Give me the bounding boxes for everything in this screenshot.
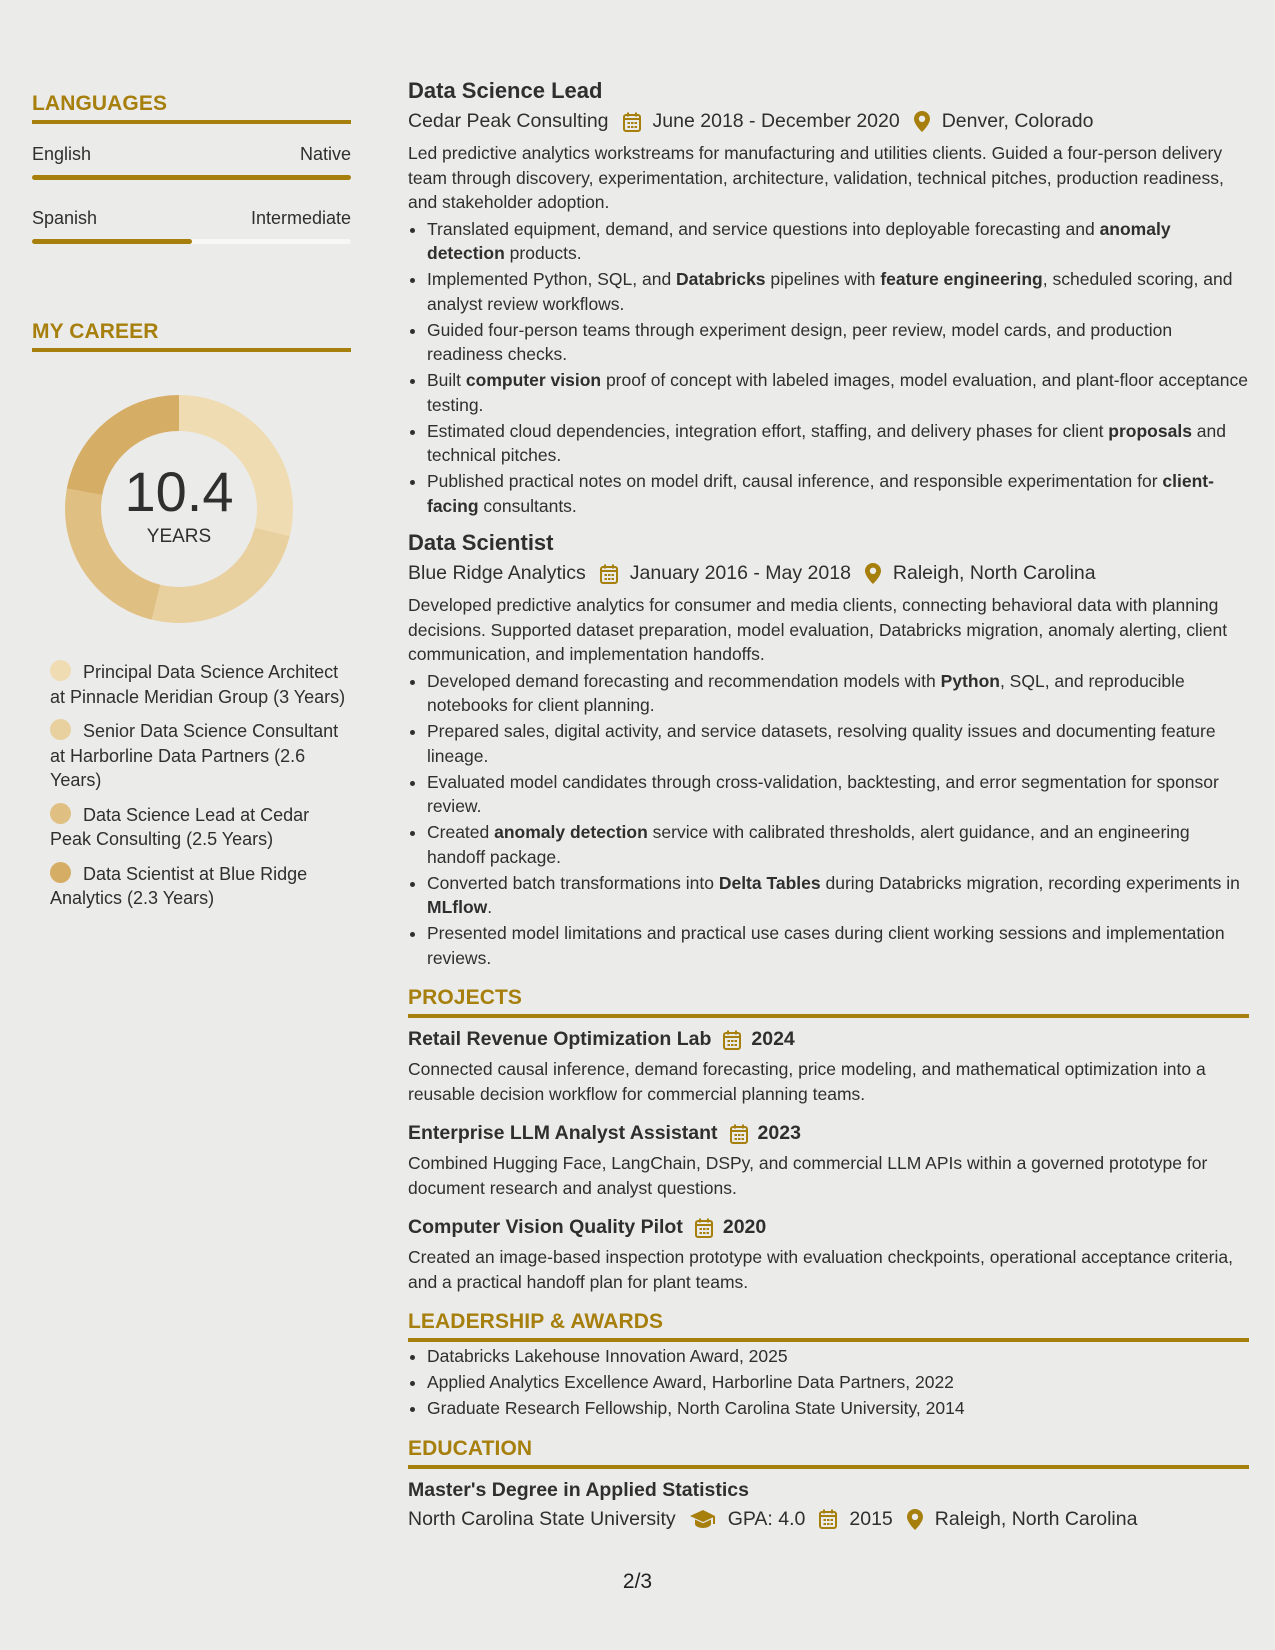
legend-label: Senior Data Science Consultant at Harborline Data Partners (2.6 Years) bbox=[50, 721, 339, 790]
page-number bbox=[0, 1570, 1275, 1594]
education-heading: EDUCATION bbox=[408, 1437, 1249, 1469]
calendar-icon bbox=[730, 1124, 748, 1144]
main-content bbox=[408, 78, 1249, 1531]
language-name: Spanish bbox=[32, 208, 98, 228]
legend-item bbox=[50, 862, 351, 911]
education-gpa: GPA: 4.0 bbox=[727, 1507, 806, 1530]
language-proficiency-fill bbox=[32, 239, 192, 244]
bullet-item: • Estimated cloud dependencies, integration effort, staffing, and delivery phases for client proposals and technical pitches. bbox=[427, 419, 1249, 468]
legend-dot bbox=[50, 660, 71, 681]
job-title: Data Scientist bbox=[408, 530, 554, 555]
legend-item bbox=[50, 719, 351, 793]
projects-heading: PROJECTS bbox=[408, 986, 1249, 1018]
location-pin-icon bbox=[907, 1509, 923, 1530]
education-year: 2015 bbox=[849, 1507, 893, 1530]
language-english bbox=[32, 144, 351, 180]
graduation-cap-icon bbox=[690, 1510, 716, 1528]
job-summary: Led predictive analytics workstreams for manufacturing and utilities clients. Guided a four-person delivery team through discovery, experimentation, architecture, validation, technical pitches, production readiness, and stakeholder adoption. bbox=[408, 143, 1224, 212]
education-degree: Master's Degree in Applied Statistics bbox=[408, 1478, 749, 1501]
calendar-icon bbox=[723, 1030, 741, 1050]
project-entry bbox=[408, 1216, 1249, 1294]
award-item: • Applied Analytics Excellence Award, Harborline Data Partners, 2022 bbox=[427, 1370, 1249, 1395]
location-pin-icon bbox=[865, 563, 881, 584]
job-summary: Developed predictive analytics for consumer and media clients, connecting behavioral data with planning decisions. Supported dataset preparation, model evaluation, Databricks migration, anomaly alerting, client communication, and implementation handoffs. bbox=[408, 595, 1228, 664]
project-name: Computer Vision Quality Pilot bbox=[408, 1216, 683, 1238]
job-dates: January 2016 - May 2018 bbox=[629, 562, 851, 584]
page-number-text: 2/3 bbox=[622, 1570, 653, 1593]
bullet-item: • Implemented Python, SQL, and Databricks pipelines with feature engineering, scheduled scoring, and analyst review workflows. bbox=[427, 267, 1249, 316]
job-location: Raleigh, North Carolina bbox=[892, 562, 1096, 584]
legend-label: Principal Data Science Architect at Pinnacle Meridian Group (3 Years) bbox=[50, 662, 346, 707]
project-entry bbox=[408, 1122, 1249, 1200]
job-dates: June 2018 - December 2020 bbox=[652, 110, 900, 132]
languages-heading: LANGUAGES bbox=[32, 92, 351, 124]
career-total-years: 10.4 bbox=[124, 460, 234, 523]
awards-heading: LEADERSHIP & AWARDS bbox=[408, 1310, 1249, 1342]
calendar-icon bbox=[695, 1218, 713, 1238]
language-proficiency-fill bbox=[32, 175, 351, 180]
project-year: 2020 bbox=[722, 1216, 767, 1238]
career-legend bbox=[50, 660, 351, 911]
legend-dot bbox=[50, 803, 71, 824]
awards-list bbox=[408, 1344, 1249, 1421]
language-name: English bbox=[32, 144, 92, 164]
bullet-item: • Prepared sales, digital activity, and service datasets, resolving quality issues and documenting feature lineage. bbox=[427, 719, 1249, 768]
bullet-item: • Developed demand forecasting and recommendation models with Python, SQL, and reproducible notebooks for client planning. bbox=[427, 669, 1249, 718]
language-level: Intermediate bbox=[250, 208, 351, 228]
project-name: Enterprise LLM Analyst Assistant bbox=[408, 1122, 718, 1144]
legend-dot bbox=[50, 862, 71, 883]
project-name: Retail Revenue Optimization Lab bbox=[408, 1028, 712, 1050]
language-proficiency-bar bbox=[32, 175, 351, 180]
calendar-icon bbox=[600, 564, 618, 584]
career-donut-chart bbox=[64, 394, 294, 624]
career-heading: MY CAREER bbox=[32, 320, 351, 352]
education-location: Raleigh, North Carolina bbox=[934, 1507, 1138, 1530]
bullet-item: • Evaluated model candidates through cross-validation, backtesting, and error segmentation for sponsor review. bbox=[427, 770, 1249, 819]
job-company: Blue Ridge Analytics bbox=[408, 562, 586, 584]
education-meta bbox=[408, 1508, 1249, 1531]
bullet-item: • Translated equipment, demand, and service questions into deployable forecasting and anomaly detection products. bbox=[427, 217, 1249, 266]
job-meta bbox=[408, 562, 1249, 585]
bullet-item: • Published practical notes on model drift, causal inference, and responsible experimentation for client-facing consultants. bbox=[427, 469, 1249, 518]
legend-item bbox=[50, 660, 351, 709]
job-meta bbox=[408, 110, 1249, 133]
legend-dot bbox=[50, 719, 71, 740]
job-company: Cedar Peak Consulting bbox=[408, 110, 609, 132]
location-pin-icon bbox=[914, 111, 930, 132]
legend-label: Data Scientist at Blue Ridge Analytics (2.3 Years) bbox=[50, 863, 308, 908]
bullet-item: • Presented model limitations and practical use cases during client working sessions and implementation reviews. bbox=[427, 921, 1249, 970]
legend-item bbox=[50, 803, 351, 852]
project-entry bbox=[408, 1028, 1249, 1106]
job-entry bbox=[408, 78, 1249, 518]
language-proficiency-bar bbox=[32, 239, 351, 244]
sidebar bbox=[32, 92, 351, 921]
career-years-unit: YEARS bbox=[146, 526, 212, 547]
job-location: Denver, Colorado bbox=[941, 110, 1094, 132]
project-description: Combined Hugging Face, LangChain, DSPy, and commercial LLM APIs within a governed prototype for document research and analyst questions. bbox=[408, 1153, 1208, 1198]
project-year: 2024 bbox=[751, 1028, 795, 1050]
calendar-icon bbox=[819, 1509, 837, 1529]
job-bullets bbox=[408, 669, 1249, 971]
education-school: North Carolina State University bbox=[408, 1507, 676, 1530]
project-description: Connected causal inference, demand forecasting, price modeling, and mathematical optimization into a reusable decision workflow for commercial planning teams. bbox=[408, 1059, 1206, 1104]
bullet-item: • Created anomaly detection service with calibrated thresholds, alert guidance, and an engineering handoff package. bbox=[427, 820, 1249, 869]
calendar-icon bbox=[623, 112, 641, 132]
job-entry bbox=[408, 530, 1249, 970]
language-spanish bbox=[32, 208, 351, 244]
job-bullets bbox=[408, 217, 1249, 519]
bullet-item: • Built computer vision proof of concept with labeled images, model evaluation, and plant-floor acceptance testing. bbox=[427, 368, 1249, 417]
award-item: • Databricks Lakehouse Innovation Award, 2025 bbox=[427, 1344, 1249, 1369]
bullet-item: • Guided four-person teams through experiment design, peer review, model cards, and production readiness checks. bbox=[427, 318, 1249, 367]
language-level: Native bbox=[299, 144, 351, 164]
award-item: • Graduate Research Fellowship, North Carolina State University, 2014 bbox=[427, 1396, 1249, 1421]
job-title: Data Science Lead bbox=[408, 78, 603, 103]
bullet-item: • Converted batch transformations into Delta Tables during Databricks migration, recording experiments in MLflow. bbox=[427, 871, 1249, 920]
project-description: Created an image-based inspection prototype with evaluation checkpoints, operational acceptance criteria, and a practical handoff plan for plant teams. bbox=[408, 1247, 1233, 1292]
project-year: 2023 bbox=[757, 1122, 801, 1144]
legend-label: Data Science Lead at Cedar Peak Consulting (2.5 Years) bbox=[50, 804, 310, 849]
